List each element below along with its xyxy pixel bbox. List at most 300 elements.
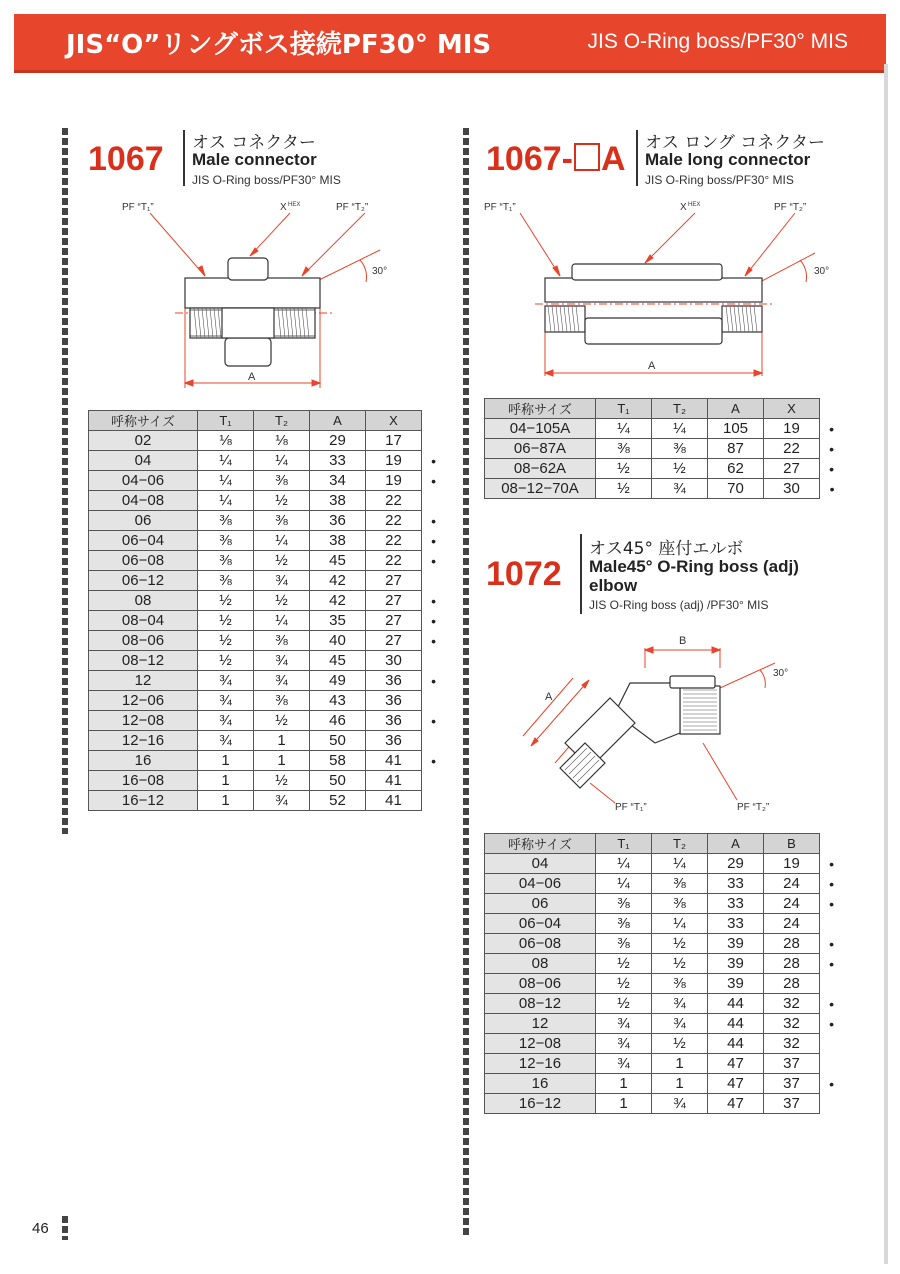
label-pf-t2: PF “T₂” (336, 202, 369, 213)
cell-last: 27 (764, 459, 820, 479)
cell-last: 41 (366, 751, 422, 771)
product-spec: JIS O-Ring boss/PF30° MIS (192, 173, 341, 187)
label-angle: 30° (372, 266, 388, 277)
availability-dot (422, 731, 437, 751)
cell-t1: ¾ (198, 671, 254, 691)
cell-a: 29 (708, 854, 764, 874)
availability-dot: • (422, 611, 437, 631)
cell-size: 06 (89, 511, 198, 531)
availability-dot: • (422, 531, 437, 551)
cell-last: 32 (764, 994, 820, 1014)
diagram-male-long-connector (480, 198, 840, 383)
cell-last: 36 (366, 671, 422, 691)
availability-dot: • (820, 439, 835, 459)
cell-a: 38 (310, 531, 366, 551)
table-row (485, 874, 835, 894)
col-t2: T₂ (652, 399, 708, 419)
availability-dot: • (422, 751, 437, 771)
cell-a: 70 (708, 479, 764, 499)
cell-size: 08−62A (485, 459, 596, 479)
cell-t1: ⅜ (198, 571, 254, 591)
availability-dot (422, 791, 437, 811)
table-row (89, 771, 437, 791)
cell-t1: 1 (198, 771, 254, 791)
cell-t2: ⅜ (254, 471, 310, 491)
table-row (89, 651, 437, 671)
cell-size: 16 (89, 751, 198, 771)
cell-t2: 1 (652, 1054, 708, 1074)
cell-t2: 1 (254, 751, 310, 771)
availability-dot: • (820, 419, 835, 439)
availability-dot: • (820, 954, 835, 974)
cell-size: 04 (89, 451, 198, 471)
cell-last: 22 (366, 511, 422, 531)
diagram-male-45-elbow (505, 628, 815, 818)
table-row (485, 439, 835, 459)
col-x: X (366, 411, 422, 431)
cell-t1: ½ (198, 591, 254, 611)
cell-t2: ½ (652, 459, 708, 479)
product-code-1067a (486, 140, 626, 179)
table-row (485, 1094, 835, 1114)
table-row (485, 914, 835, 934)
product-name-jp: オス45° 座付エルボ (589, 539, 744, 559)
cell-a: 44 (708, 1014, 764, 1034)
availability-dot: • (422, 511, 437, 531)
table-row (485, 1014, 835, 1034)
cell-a: 52 (310, 791, 366, 811)
table-row (89, 491, 437, 511)
table-row (485, 479, 835, 499)
cell-last: 27 (366, 611, 422, 631)
cell-t1: ¾ (198, 711, 254, 731)
page-edge (884, 64, 888, 1264)
cell-t2: ¼ (254, 451, 310, 471)
page-number: 46 (32, 1220, 49, 1237)
label-pf-t1: PF “T₁” (615, 802, 647, 813)
cell-last: 27 (366, 591, 422, 611)
product-name-en: Male45° O-Ring boss (adj) (589, 557, 799, 576)
cell-t2: ¾ (254, 651, 310, 671)
cell-size: 06−04 (485, 914, 596, 934)
cell-t1: 1 (198, 791, 254, 811)
cell-a: 33 (708, 914, 764, 934)
cell-last: 27 (366, 571, 422, 591)
availability-dot: • (820, 934, 835, 954)
cell-a: 38 (310, 491, 366, 511)
cell-size: 08−12 (89, 651, 198, 671)
cell-last: 17 (366, 431, 422, 451)
cell-t1: ½ (596, 479, 652, 499)
product-name-jp: オス ロング コネクター (645, 133, 825, 153)
table-row (485, 954, 835, 974)
availability-dot: • (422, 471, 437, 491)
cell-t1: ⅜ (596, 914, 652, 934)
cell-a: 33 (708, 894, 764, 914)
cell-size: 16−12 (485, 1094, 596, 1114)
header-banner (14, 14, 886, 73)
table-row (89, 611, 437, 631)
table-row (89, 731, 437, 751)
availability-dot: • (422, 631, 437, 651)
cell-a: 50 (310, 731, 366, 751)
cell-t1: ⅜ (596, 934, 652, 954)
cell-size: 06−12 (89, 571, 198, 591)
cell-size: 12−08 (485, 1034, 596, 1054)
cell-t1: ⅜ (198, 551, 254, 571)
cell-last: 32 (764, 1034, 820, 1054)
cell-a: 39 (708, 934, 764, 954)
availability-dot: • (820, 1014, 835, 1034)
availability-dot (820, 974, 835, 994)
cell-t2: ⅜ (652, 439, 708, 459)
availability-dot: • (820, 459, 835, 479)
availability-dot: • (820, 1074, 835, 1094)
cell-size: 08 (485, 954, 596, 974)
availability-dot: • (422, 671, 437, 691)
cell-t1: ⅛ (198, 431, 254, 451)
label-x-hex: X (680, 202, 687, 213)
cell-t1: ⅜ (198, 531, 254, 551)
product-name-en: Male connector (192, 150, 317, 169)
code-suffix: A (600, 140, 626, 178)
cell-t1: ⅜ (596, 894, 652, 914)
availability-dot (422, 491, 437, 511)
availability-dot (820, 914, 835, 934)
cell-t2: ¾ (652, 1014, 708, 1034)
cell-size: 06−87A (485, 439, 596, 459)
cell-size: 06−08 (89, 551, 198, 571)
cell-t2: ⅜ (652, 974, 708, 994)
cell-a: 46 (310, 711, 366, 731)
cell-last: 36 (366, 711, 422, 731)
table-header (89, 411, 437, 431)
availability-dot: • (820, 479, 835, 499)
cell-t1: ½ (198, 611, 254, 631)
col-a: A (310, 411, 366, 431)
cell-a: 45 (310, 651, 366, 671)
cell-a: 39 (708, 974, 764, 994)
col-size: 呼称サイズ (89, 411, 198, 431)
cell-a: 39 (708, 954, 764, 974)
cell-t2: ¼ (652, 419, 708, 439)
cell-t1: ⅜ (596, 439, 652, 459)
cell-last: 37 (764, 1074, 820, 1094)
cell-t1: ½ (198, 651, 254, 671)
cell-size: 04−06 (89, 471, 198, 491)
spec-table-1072 (484, 833, 835, 1114)
cell-t1: ¾ (596, 1054, 652, 1074)
table-row (89, 451, 437, 471)
cell-last: 19 (366, 451, 422, 471)
col-t1: T₁ (596, 834, 652, 854)
availability-dot: • (422, 591, 437, 611)
cell-t2: ½ (254, 591, 310, 611)
cell-a: 47 (708, 1054, 764, 1074)
col-t2: T₂ (652, 834, 708, 854)
label-dim-a: A (545, 691, 553, 703)
cell-a: 47 (708, 1074, 764, 1094)
cell-a: 42 (310, 591, 366, 611)
availability-dot (422, 651, 437, 671)
right-column-marker (463, 128, 469, 1238)
table-row (89, 791, 437, 811)
availability-dot: • (422, 551, 437, 571)
cell-size: 08−06 (485, 974, 596, 994)
cell-size: 04 (485, 854, 596, 874)
cell-t2: ¼ (254, 611, 310, 631)
col-a: A (708, 399, 764, 419)
cell-size: 08 (89, 591, 198, 611)
table-row (89, 471, 437, 491)
label-hex-sup: HEX (288, 202, 301, 208)
cell-t1: ½ (198, 631, 254, 651)
table-row (485, 1054, 835, 1074)
cell-size: 02 (89, 431, 198, 451)
cell-t1: 1 (596, 1094, 652, 1114)
cell-size: 12−06 (89, 691, 198, 711)
availability-dot (422, 691, 437, 711)
label-pf-t1: PF “T₁” (122, 202, 154, 213)
cell-t1: ¼ (198, 451, 254, 471)
availability-dot: • (422, 711, 437, 731)
label-pf-t2: PF “T₂” (737, 802, 770, 813)
cell-last: 36 (366, 731, 422, 751)
availability-dot (820, 1034, 835, 1054)
availability-dot (820, 1094, 835, 1114)
cell-a: 33 (310, 451, 366, 471)
col-t1: T₁ (198, 411, 254, 431)
cell-last: 27 (366, 631, 422, 651)
cell-last: 37 (764, 1054, 820, 1074)
product-spec: JIS O-Ring boss/PF30° MIS (645, 173, 794, 187)
cell-a: 42 (310, 571, 366, 591)
cell-last: 22 (366, 491, 422, 511)
cell-a: 40 (310, 631, 366, 651)
table-row (485, 894, 835, 914)
availability-dot (422, 571, 437, 591)
cell-t2: ¾ (652, 994, 708, 1014)
cell-t2: 1 (254, 731, 310, 751)
cell-size: 08−06 (89, 631, 198, 651)
cell-t2: ½ (254, 771, 310, 791)
availability-dot (820, 1054, 835, 1074)
cell-last: 19 (366, 471, 422, 491)
table-row (89, 591, 437, 611)
label-pf-t2: PF “T₂” (774, 202, 807, 213)
cell-t2: ½ (652, 954, 708, 974)
cell-t1: ¾ (198, 731, 254, 751)
cell-t2: ⅜ (254, 691, 310, 711)
cell-t1: ¾ (596, 1014, 652, 1034)
cell-size: 06 (485, 894, 596, 914)
header-title-en: JIS O-Ring boss/PF30° MIS (587, 30, 848, 53)
cell-size: 06−04 (89, 531, 198, 551)
cell-t1: ¼ (198, 491, 254, 511)
col-t2: T₂ (254, 411, 310, 431)
title-divider (580, 534, 582, 614)
cell-last: 22 (366, 551, 422, 571)
cell-last: 24 (764, 894, 820, 914)
cell-a: 34 (310, 471, 366, 491)
col-b: B (764, 834, 820, 854)
cell-t1: ¼ (198, 471, 254, 491)
cell-last: 37 (764, 1094, 820, 1114)
cell-size: 16−12 (89, 791, 198, 811)
table-row (89, 671, 437, 691)
availability-dot: • (820, 874, 835, 894)
spec-table-1067a (484, 398, 835, 499)
cell-last: 32 (764, 1014, 820, 1034)
label-angle: 30° (773, 668, 789, 679)
cell-last: 28 (764, 954, 820, 974)
cell-a: 29 (310, 431, 366, 451)
table-row (89, 431, 437, 451)
table-row (485, 854, 835, 874)
cell-t1: ½ (596, 974, 652, 994)
product-code-1072: 1072 (486, 555, 562, 593)
cell-last: 41 (366, 771, 422, 791)
cell-size: 08−12 (485, 994, 596, 1014)
label-dim-a: A (648, 360, 656, 372)
cell-t1: 1 (596, 1074, 652, 1094)
cell-t1: 1 (198, 751, 254, 771)
label-dim-b: B (679, 635, 687, 647)
table-row (485, 934, 835, 954)
cell-t2: ¼ (652, 914, 708, 934)
table-row (485, 994, 835, 1014)
cell-t1: ¼ (596, 854, 652, 874)
cell-last: 19 (764, 419, 820, 439)
table-row (485, 1034, 835, 1054)
title-divider (183, 130, 185, 186)
label-x-hex: X (280, 202, 287, 213)
cell-size: 12−16 (485, 1054, 596, 1074)
cell-t1: ½ (596, 459, 652, 479)
cell-last: 36 (366, 691, 422, 711)
cell-size: 04−06 (485, 874, 596, 894)
table-row (89, 551, 437, 571)
cell-t1: ½ (596, 994, 652, 1014)
table-row (89, 511, 437, 531)
cell-size: 06−08 (485, 934, 596, 954)
cell-t2: ¾ (254, 791, 310, 811)
cell-t1: ¾ (596, 1034, 652, 1054)
availability-dot: • (820, 994, 835, 1014)
cell-a: 36 (310, 511, 366, 531)
cell-t2: ½ (254, 551, 310, 571)
cell-last: 41 (366, 791, 422, 811)
left-column-marker (62, 128, 68, 834)
cell-a: 44 (708, 1034, 764, 1054)
cell-t1: ¼ (596, 874, 652, 894)
cell-last: 30 (764, 479, 820, 499)
label-dim-a: A (248, 371, 256, 383)
cell-last: 28 (764, 934, 820, 954)
cell-t1: ¼ (596, 419, 652, 439)
diagram-male-connector (110, 198, 410, 396)
col-t1: T₁ (596, 399, 652, 419)
cell-t2: ½ (254, 491, 310, 511)
cell-t2: ⅜ (652, 874, 708, 894)
cell-size: 12−08 (89, 711, 198, 731)
table-row (89, 531, 437, 551)
cell-a: 44 (708, 994, 764, 1014)
product-code-1067: 1067 (88, 140, 164, 178)
col-x: X (764, 399, 820, 419)
product-name-jp: オス コネクター (192, 133, 316, 153)
cell-t1: ½ (596, 954, 652, 974)
cell-size: 12 (89, 671, 198, 691)
title-divider (636, 130, 638, 186)
table-header (485, 834, 835, 854)
cell-size: 04−08 (89, 491, 198, 511)
product-name-en-2: elbow (589, 576, 638, 595)
label-angle: 30° (814, 266, 830, 277)
cell-t2: ¾ (254, 671, 310, 691)
cell-t1: ⅜ (198, 511, 254, 531)
header-title-jp: JIS“O”リングボス接続PF30° MIS (66, 30, 492, 60)
cell-last: 24 (764, 874, 820, 894)
code-box (574, 143, 600, 171)
cell-t2: ⅜ (652, 894, 708, 914)
cell-size: 16 (485, 1074, 596, 1094)
cell-a: 50 (310, 771, 366, 791)
availability-dot: • (820, 854, 835, 874)
cell-t2: ¾ (254, 571, 310, 591)
cell-last: 28 (764, 974, 820, 994)
product-name-en: Male long connector (645, 150, 811, 169)
cell-a: 33 (708, 874, 764, 894)
col-size: 呼称サイズ (485, 834, 596, 854)
cell-t2: ¾ (652, 1094, 708, 1114)
label-pf-t1: PF “T₁” (484, 202, 516, 213)
cell-last: 24 (764, 914, 820, 934)
bottom-left-marker (62, 1216, 68, 1240)
table-row (485, 974, 835, 994)
cell-t2: ½ (652, 934, 708, 954)
table-row (89, 751, 437, 771)
cell-a: 105 (708, 419, 764, 439)
cell-t2: ⅜ (254, 511, 310, 531)
table-row (89, 571, 437, 591)
cell-t2: ¾ (652, 479, 708, 499)
cell-size: 08−12−70A (485, 479, 596, 499)
product-spec: JIS O-Ring boss (adj) /PF30° MIS (589, 598, 769, 612)
cell-a: 47 (708, 1094, 764, 1114)
table-row (89, 691, 437, 711)
cell-size: 12 (485, 1014, 596, 1034)
cell-size: 16−08 (89, 771, 198, 791)
cell-a: 35 (310, 611, 366, 631)
cell-t2: ¼ (652, 854, 708, 874)
cell-last: 22 (366, 531, 422, 551)
cell-a: 87 (708, 439, 764, 459)
table-row (485, 459, 835, 479)
col-a: A (708, 834, 764, 854)
cell-t1: ¾ (198, 691, 254, 711)
label-hex-sup: HEX (688, 202, 701, 208)
cell-size: 08−04 (89, 611, 198, 631)
code-prefix: 1067- (486, 140, 573, 178)
cell-last: 22 (764, 439, 820, 459)
cell-t2: ⅛ (254, 431, 310, 451)
table-row (485, 1074, 835, 1094)
table-row (89, 711, 437, 731)
cell-a: 62 (708, 459, 764, 479)
cell-t2: ⅜ (254, 631, 310, 651)
spec-table-1067 (88, 410, 437, 811)
